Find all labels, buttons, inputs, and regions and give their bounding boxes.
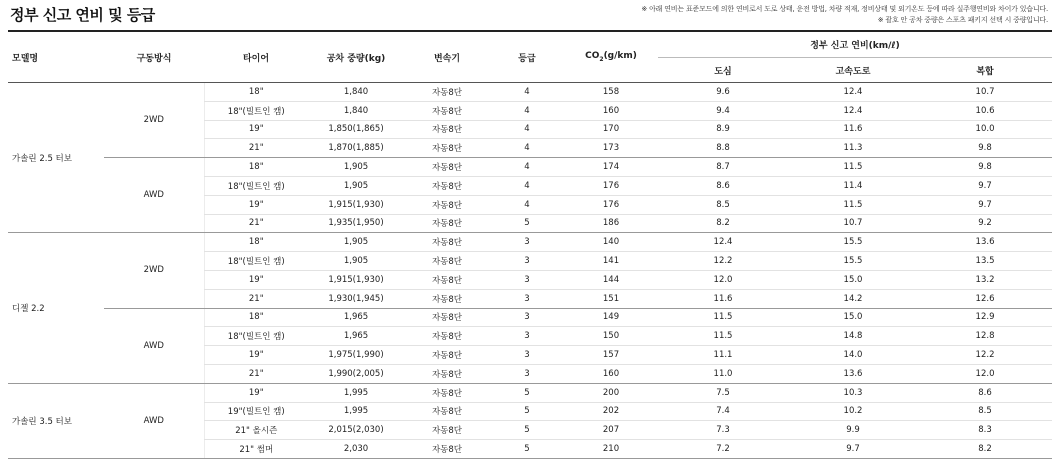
highway-mpg-cell: 11.6	[788, 120, 918, 139]
transmission-cell: 자동8단	[404, 252, 490, 271]
grade-cell: 3	[490, 233, 564, 252]
tire-cell: 18"(빌트인 캠)	[204, 252, 308, 271]
weight-cell: 1,965	[308, 327, 404, 346]
weight-cell: 2,030	[308, 440, 404, 459]
city-mpg-cell: 11.6	[658, 289, 788, 308]
tire-cell: 21" 올시즌	[204, 421, 308, 440]
weight-cell: 1,840	[308, 101, 404, 120]
weight-cell: 1,930(1,945)	[308, 289, 404, 308]
drive-type-cell: 2WD	[104, 233, 204, 308]
city-mpg-cell: 8.8	[658, 139, 788, 158]
highway-mpg-cell: 10.7	[788, 214, 918, 233]
weight-cell: 1,840	[308, 83, 404, 102]
city-mpg-cell: 8.7	[658, 158, 788, 177]
highway-mpg-cell: 10.3	[788, 383, 918, 402]
co2-cell: 173	[564, 139, 658, 158]
weight-cell: 1,870(1,885)	[308, 139, 404, 158]
combined-mpg-cell: 8.6	[918, 383, 1052, 402]
transmission-cell: 자동8단	[404, 364, 490, 383]
tire-cell: 18"	[204, 233, 308, 252]
grade-cell: 3	[490, 270, 564, 289]
transmission-cell: 자동8단	[404, 214, 490, 233]
footnotes	[641, 4, 1048, 26]
grade-cell: 3	[490, 364, 564, 383]
co2-cell: 202	[564, 402, 658, 421]
co2-cell: 160	[564, 101, 658, 120]
footnote-fuel-disclaimer: ※ 아래 연비는 표준모드에 의한 연비로서 도로 상태, 운전 방법, 차량 적재, 정비상태 및 외기온도 등에 따라 실주행연비와 차이가 있습니다.	[641, 5, 1048, 13]
grade-cell: 3	[490, 327, 564, 346]
co2-cell: 157	[564, 346, 658, 365]
grade-cell: 5	[490, 383, 564, 402]
weight-cell: 1,905	[308, 252, 404, 271]
transmission-cell: 자동8단	[404, 176, 490, 195]
transmission-cell: 자동8단	[404, 402, 490, 421]
tire-cell: 19"	[204, 346, 308, 365]
co2-cell: 144	[564, 270, 658, 289]
tire-cell: 18"	[204, 158, 308, 177]
transmission-cell: 자동8단	[404, 421, 490, 440]
combined-mpg-cell: 12.0	[918, 364, 1052, 383]
combined-mpg-cell: 9.8	[918, 158, 1052, 177]
combined-mpg-cell: 9.7	[918, 176, 1052, 195]
tire-cell: 19"	[204, 270, 308, 289]
transmission-cell: 자동8단	[404, 83, 490, 102]
grade-cell: 5	[490, 214, 564, 233]
city-mpg-cell: 8.6	[658, 176, 788, 195]
grade-cell: 4	[490, 83, 564, 102]
weight-cell: 1,975(1,990)	[308, 346, 404, 365]
model-name-cell: 가솔린 3.5 터보	[8, 383, 104, 458]
co2-cell: 200	[564, 383, 658, 402]
highway-mpg-cell: 14.8	[788, 327, 918, 346]
co2-cell: 158	[564, 83, 658, 102]
drive-type-cell: AWD	[104, 158, 204, 233]
combined-mpg-cell: 10.6	[918, 101, 1052, 120]
header-combined: 복합	[918, 58, 1052, 83]
weight-cell: 1,995	[308, 402, 404, 421]
highway-mpg-cell: 9.7	[788, 440, 918, 459]
highway-mpg-cell: 11.5	[788, 195, 918, 214]
combined-mpg-cell: 8.2	[918, 440, 1052, 459]
transmission-cell: 자동8단	[404, 327, 490, 346]
tire-cell: 18"	[204, 83, 308, 102]
transmission-cell: 자동8단	[404, 289, 490, 308]
table-body	[8, 83, 1052, 459]
header-tire: 타이어	[204, 32, 308, 83]
grade-cell: 4	[490, 195, 564, 214]
weight-cell: 1,905	[308, 233, 404, 252]
drive-type-cell: AWD	[104, 383, 204, 458]
header-grade: 등급	[490, 32, 564, 83]
combined-mpg-cell: 12.6	[918, 289, 1052, 308]
city-mpg-cell: 12.2	[658, 252, 788, 271]
transmission-cell: 자동8단	[404, 195, 490, 214]
tire-cell: 21"	[204, 139, 308, 158]
weight-cell: 1,995	[308, 383, 404, 402]
highway-mpg-cell: 10.2	[788, 402, 918, 421]
highway-mpg-cell: 15.5	[788, 233, 918, 252]
tire-cell: 18"(빌트인 캠)	[204, 101, 308, 120]
co2-cell: 170	[564, 120, 658, 139]
weight-cell: 1,905	[308, 176, 404, 195]
transmission-cell: 자동8단	[404, 308, 490, 327]
highway-mpg-cell: 14.0	[788, 346, 918, 365]
city-mpg-cell: 8.2	[658, 214, 788, 233]
co2-cell: 174	[564, 158, 658, 177]
co2-cell: 140	[564, 233, 658, 252]
highway-mpg-cell: 11.3	[788, 139, 918, 158]
tire-cell: 21"	[204, 364, 308, 383]
grade-cell: 5	[490, 440, 564, 459]
footnote-weight-note: ※ 괄호 안 공차 중량은 스포츠 패키지 선택 시 중량입니다.	[877, 16, 1048, 24]
header-city: 도심	[658, 58, 788, 83]
grade-cell: 3	[490, 308, 564, 327]
weight-cell: 1,915(1,930)	[308, 195, 404, 214]
highway-mpg-cell: 15.0	[788, 270, 918, 289]
tire-cell: 18"	[204, 308, 308, 327]
tire-cell: 19"	[204, 195, 308, 214]
co2-cell: 207	[564, 421, 658, 440]
city-mpg-cell: 7.2	[658, 440, 788, 459]
city-mpg-cell: 9.4	[658, 101, 788, 120]
highway-mpg-cell: 11.4	[788, 176, 918, 195]
city-mpg-cell: 11.5	[658, 327, 788, 346]
table-header	[8, 32, 1052, 83]
city-mpg-cell: 12.0	[658, 270, 788, 289]
combined-mpg-cell: 12.8	[918, 327, 1052, 346]
city-mpg-cell: 7.4	[658, 402, 788, 421]
table-row	[8, 83, 1052, 102]
city-mpg-cell: 11.1	[658, 346, 788, 365]
combined-mpg-cell: 13.5	[918, 252, 1052, 271]
highway-mpg-cell: 14.2	[788, 289, 918, 308]
highway-mpg-cell: 12.4	[788, 101, 918, 120]
combined-mpg-cell: 9.2	[918, 214, 1052, 233]
city-mpg-cell: 11.0	[658, 364, 788, 383]
grade-cell: 5	[490, 421, 564, 440]
combined-mpg-cell: 8.5	[918, 402, 1052, 421]
combined-mpg-cell: 10.7	[918, 83, 1052, 102]
model-name-cell: 가솔린 2.5 터보	[8, 83, 104, 233]
weight-cell: 1,935(1,950)	[308, 214, 404, 233]
weight-cell: 1,850(1,865)	[308, 120, 404, 139]
transmission-cell: 자동8단	[404, 101, 490, 120]
co2-cell: 176	[564, 195, 658, 214]
city-mpg-cell: 9.6	[658, 83, 788, 102]
tire-cell: 19"(빌트인 캠)	[204, 402, 308, 421]
city-mpg-cell: 12.4	[658, 233, 788, 252]
tire-cell: 19"	[204, 383, 308, 402]
co2-cell: 210	[564, 440, 658, 459]
highway-mpg-cell: 15.5	[788, 252, 918, 271]
combined-mpg-cell: 12.9	[918, 308, 1052, 327]
city-mpg-cell: 11.5	[658, 308, 788, 327]
header-co2: $CO_2(g/km)$	[564, 32, 658, 83]
grade-cell: 4	[490, 120, 564, 139]
table-row	[8, 383, 1052, 402]
grade-cell: 3	[490, 252, 564, 271]
model-name-cell: 디젤 2.2	[8, 233, 104, 383]
combined-mpg-cell: 9.7	[918, 195, 1052, 214]
grade-cell: 3	[490, 289, 564, 308]
combined-mpg-cell: 9.8	[918, 139, 1052, 158]
highway-mpg-cell: 11.5	[788, 158, 918, 177]
co2-cell: 151	[564, 289, 658, 308]
fuel-economy-table	[8, 32, 1052, 459]
transmission-cell: 자동8단	[404, 383, 490, 402]
header-highway: 고속도로	[788, 58, 918, 83]
highway-mpg-cell: 15.0	[788, 308, 918, 327]
highway-mpg-cell: 12.4	[788, 83, 918, 102]
tire-cell: 21" 썸머	[204, 440, 308, 459]
tire-cell: 19"	[204, 120, 308, 139]
header-transmission: 변속기	[404, 32, 490, 83]
header-model: 모델명	[8, 32, 104, 83]
table-row	[8, 233, 1052, 252]
table-row	[8, 158, 1052, 177]
drive-type-cell: AWD	[104, 308, 204, 383]
grade-cell: 5	[490, 402, 564, 421]
tire-cell: 21"	[204, 289, 308, 308]
transmission-cell: 자동8단	[404, 440, 490, 459]
header-drive: 구동방식	[104, 32, 204, 83]
grade-cell: 4	[490, 158, 564, 177]
grade-cell: 4	[490, 139, 564, 158]
transmission-cell: 자동8단	[404, 139, 490, 158]
weight-cell: 1,990(2,005)	[308, 364, 404, 383]
tire-cell: 18"(빌트인 캠)	[204, 327, 308, 346]
weight-cell: 2,015(2,030)	[308, 421, 404, 440]
co2-cell: 176	[564, 176, 658, 195]
header-weight: 공차 중량(kg)	[308, 32, 404, 83]
tire-cell: 18"(빌트인 캠)	[204, 176, 308, 195]
city-mpg-cell: 7.3	[658, 421, 788, 440]
highway-mpg-cell: 13.6	[788, 364, 918, 383]
weight-cell: 1,915(1,930)	[308, 270, 404, 289]
co2-cell: 150	[564, 327, 658, 346]
grade-cell: 4	[490, 176, 564, 195]
co2-cell: 186	[564, 214, 658, 233]
co2-cell: 141	[564, 252, 658, 271]
transmission-cell: 자동8단	[404, 346, 490, 365]
tire-cell: 21"	[204, 214, 308, 233]
combined-mpg-cell: 12.2	[918, 346, 1052, 365]
drive-type-cell: 2WD	[104, 83, 204, 158]
header-fuel-economy: 정부 신고 연비(km/ℓ)	[658, 32, 1052, 58]
page-title: 정부 신고 연비 및 등급	[10, 6, 155, 24]
transmission-cell: 자동8단	[404, 120, 490, 139]
grade-cell: 4	[490, 101, 564, 120]
city-mpg-cell: 8.5	[658, 195, 788, 214]
weight-cell: 1,905	[308, 158, 404, 177]
transmission-cell: 자동8단	[404, 233, 490, 252]
combined-mpg-cell: 8.3	[918, 421, 1052, 440]
city-mpg-cell: 8.9	[658, 120, 788, 139]
city-mpg-cell: 7.5	[658, 383, 788, 402]
weight-cell: 1,965	[308, 308, 404, 327]
transmission-cell: 자동8단	[404, 158, 490, 177]
transmission-cell: 자동8단	[404, 270, 490, 289]
table-row	[8, 308, 1052, 327]
co2-cell: 149	[564, 308, 658, 327]
co2-cell: 160	[564, 364, 658, 383]
combined-mpg-cell: 13.6	[918, 233, 1052, 252]
grade-cell: 3	[490, 346, 564, 365]
highway-mpg-cell: 9.9	[788, 421, 918, 440]
combined-mpg-cell: 10.0	[918, 120, 1052, 139]
combined-mpg-cell: 13.2	[918, 270, 1052, 289]
